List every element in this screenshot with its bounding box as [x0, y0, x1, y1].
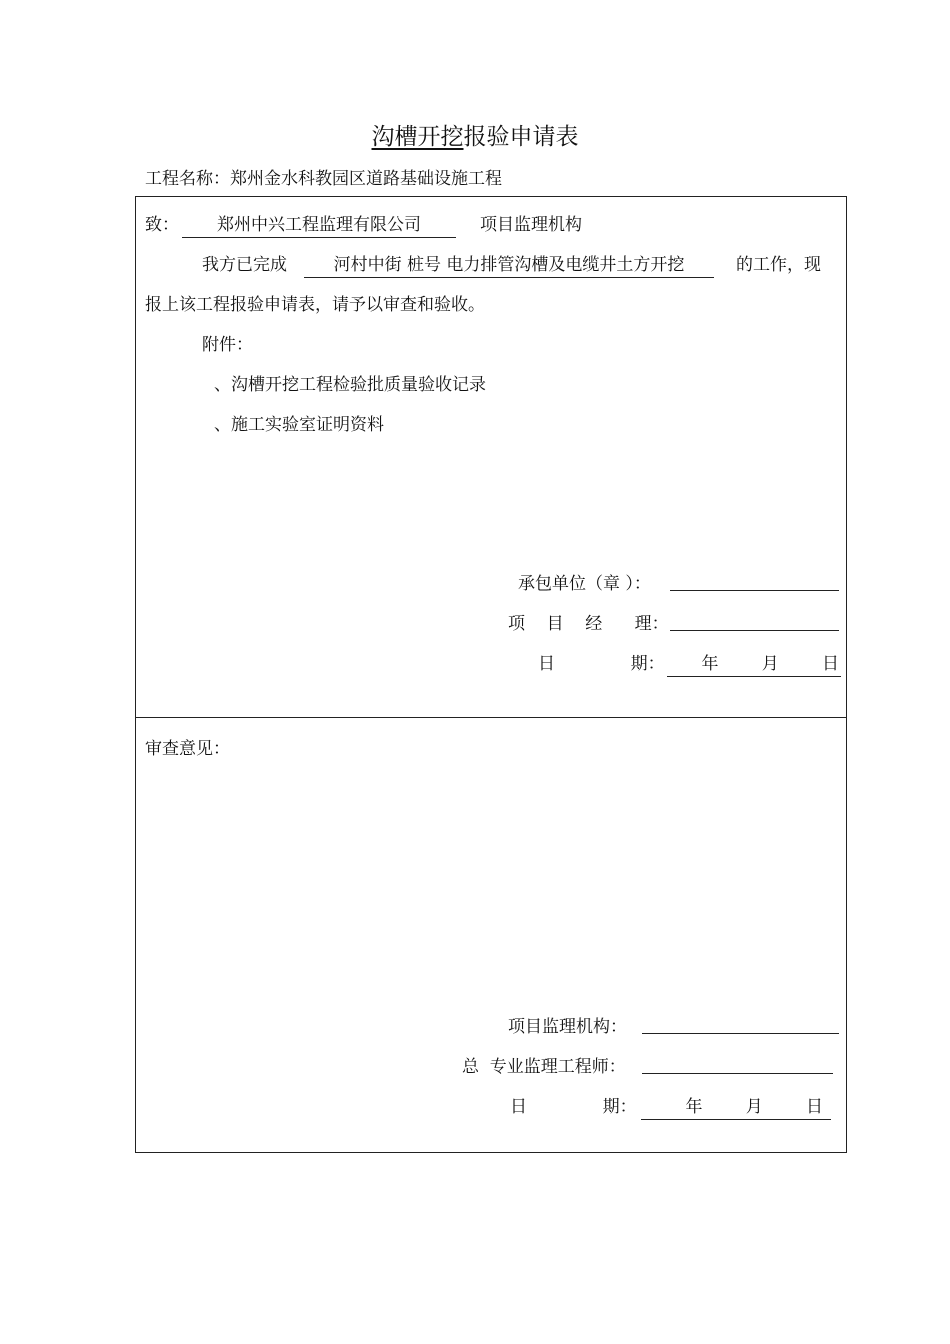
project-name-row — [145, 164, 502, 189]
contractor-date-label: 日 期： — [538, 654, 665, 674]
to-suffix: 项目监理机构 — [480, 215, 582, 235]
contractor-date-field[interactable]: 年 月 日 — [667, 649, 841, 677]
project-name-value: 郑州金水科教园区道路基础设施工程 — [230, 169, 502, 189]
form-divider — [135, 717, 847, 718]
title-rest: 报验申请表 — [463, 124, 579, 150]
page-title — [0, 118, 950, 151]
engineer-label: 总 专业监理工程师： — [462, 1057, 626, 1077]
body-lead: 我方已完成 — [202, 255, 287, 275]
review-label: 审查意见： — [145, 739, 230, 759]
attachment-item: 、沟槽开挖工程检验批质量验收记录 — [214, 375, 486, 395]
project-name-label: 工程名称： — [145, 169, 230, 189]
body-line2: 报上该工程报验申请表，请予以审查和验收。 — [145, 295, 485, 315]
to-org[interactable]: 郑州中兴工程监理有限公司 — [182, 210, 456, 238]
project-manager-field[interactable] — [670, 630, 839, 631]
attachments-label: 附件： — [202, 335, 253, 355]
contractor-unit-field[interactable] — [670, 590, 839, 591]
supervision-org-label: 项目监理机构： — [508, 1017, 627, 1037]
engineer-field[interactable] — [642, 1073, 833, 1074]
attachment-item: 、施工实验室证明资料 — [214, 415, 384, 435]
contractor-unit-label: 承包单位（章 ）： — [518, 574, 651, 594]
supervision-org-field[interactable] — [642, 1033, 839, 1034]
work-field[interactable]: 河村中街 桩号 电力排管沟槽及电缆井土方开挖 — [304, 250, 714, 278]
review-date-field[interactable]: 年 月 日 — [641, 1092, 831, 1120]
review-date-label: 日 期： — [510, 1097, 637, 1117]
project-manager-label: 项 目 经 理： — [508, 614, 669, 634]
to-label: 致： — [145, 215, 179, 235]
title-underlined: 沟槽开挖 — [371, 124, 464, 150]
body-tail: 的工作，现 — [736, 255, 821, 275]
